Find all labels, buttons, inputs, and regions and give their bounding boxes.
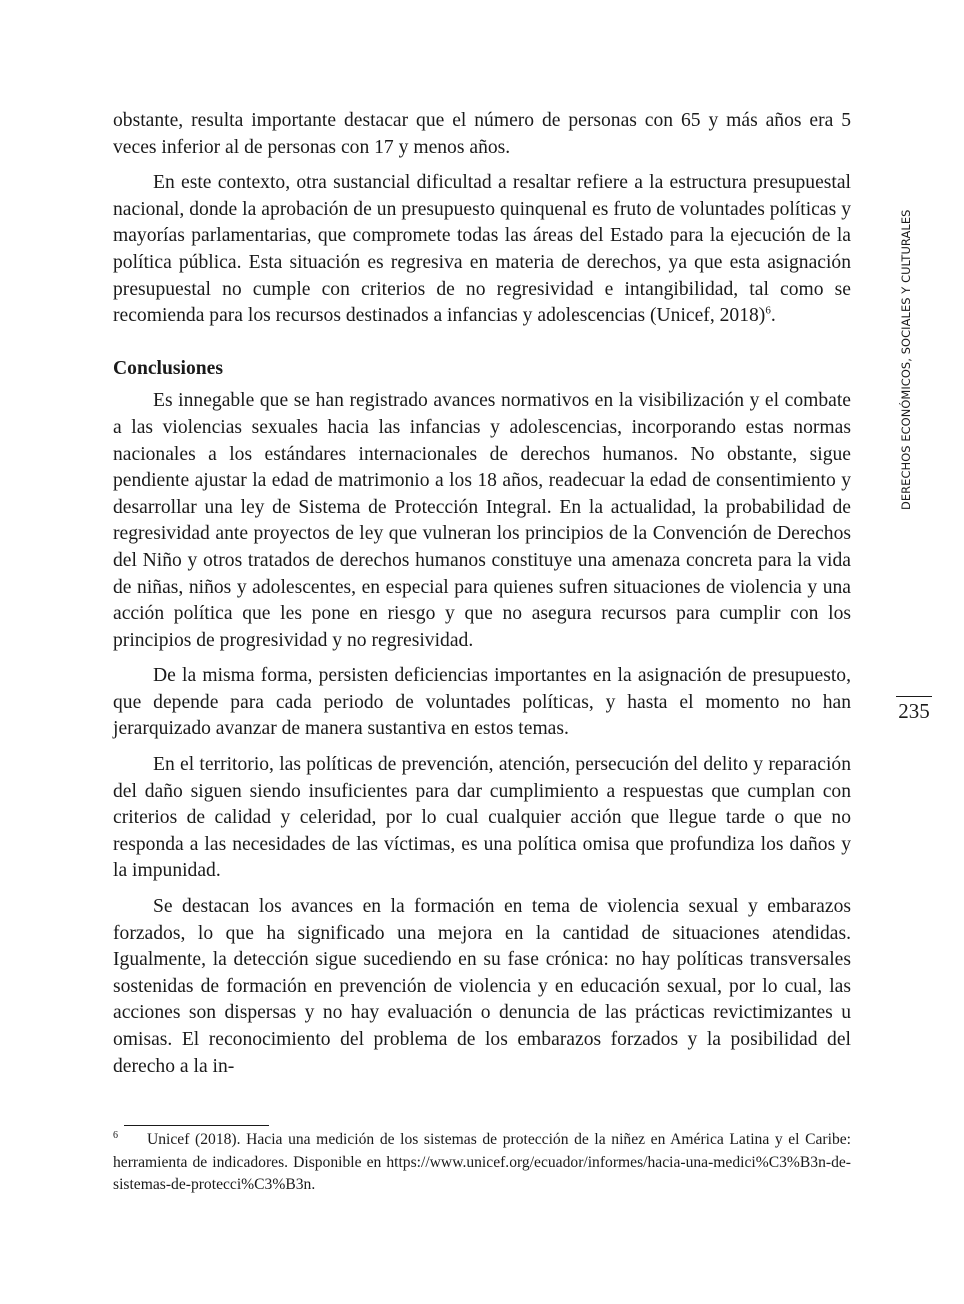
- paragraph: De la misma forma, persisten deficiencias importantes en la asignación de presupuesto, que depende para cada periodo de voluntades políticas, y hasta el momento no han jerarquizado avanzar de manera sustantiva en estos temas.: [113, 665, 851, 740]
- page-number-rule: [896, 696, 932, 697]
- paragraph-with-footnote: [113, 170, 851, 330]
- footnote-text: Unicef (2018). Hacia una medición de los sistemas de protección de la niñez en América Latina y el Caribe: herramienta de indicadores. Disponible en https://www.unicef.org/ecuador/informes/hacia-una-medici%C3%B3n-de-sistemas-de-protecci%C3%B3n.: [113, 1131, 851, 1193]
- paragraph: En el territorio, las políticas de prevención, atención, persecución del delito y reparación del daño siguen siendo insuficientes para dar cumplimiento a respuestas que cumplan con criterios de calidad y celeridad, por lo cual cualquier acción que llegue tarde o que no responda a las necesidades de las víctimas, es una política omisa que profundiza los daños y la impunidad.: [113, 754, 851, 882]
- page-number: 235: [898, 699, 930, 723]
- running-head: DERECHOS ECONÓMICOS, SOCIALES Y CULTURALES: [899, 209, 913, 510]
- paragraph-end: .: [770, 305, 776, 327]
- paragraph: obstante, resulta importante destacar que el número de personas con 65 y más años era 5 veces inferior al de personas con 17 y menos años.: [113, 110, 851, 158]
- footnote-reference[interactable]: 6: [765, 304, 771, 317]
- paragraph: Se destacan los avances en la formación en tema de violencia sexual y embarazos forzados, lo que ha significado una mejora en la cantidad de situaciones atendidas. Igualmente, la detección sigue sucediendo en su fase crónica: no hay políticas transversales sostenidas de formación en prevención de violencia y en educación sexual, por lo cual, las acciones son dispersas y no hay evaluación o denuncia de las prácticas revictimizantes u omisas. El reconocimiento del problema de los embarazos forzados y la posibilidad del derecho a la in-: [113, 896, 851, 1077]
- section-heading: Conclusiones: [113, 357, 223, 379]
- footnote: 6 Unicef (2018). Hacia una medición de los sistemas de protección de la niñez en América Latina y el Caribe: herramienta de indicadores. Disponible en https://www.unicef.org/ecuador/informes/hacia-una-medici%C3%B3n-de-sistemas-de-protecci%C3%B3n.: [113, 1129, 851, 1193]
- footnote-divider: [124, 1125, 269, 1126]
- paragraph-text: En este contexto, otra sustancial dificultad a resaltar refiere a la estructura presupuestal nacional, donde la aprobación de un presupuesto quinquenal es fruto de voluntades políticas y mayorías parlamentarias, que compromete todas las áreas del Estado para la ejecución de la política pública. Esta situación es regresiva en materia de derechos, ya que esta asignación presupuestal no cumple con criterios de no regresividad e intangibilidad, tal como se recomienda para los recursos destinados a infancias y adolescencias (Unicef, 2018): [113, 172, 851, 327]
- body-text: [113, 108, 851, 1089]
- paragraph: Es innegable que se han registrado avances normativos en la visibilización y el combate a las violencias sexuales hacia las infancias y adolescencias, incorporando estas normas nacionales a los estándares internacionales de derechos humanos. No obstante, sigue pendiente ajustar la edad de matrimonio a los 18 años, readecuar la edad de consentimiento y desarrollar una ley de Sistema de Protección Integral. En la actualidad, la probabilidad de regresividad ante proyectos de ley que vulneran los principios de la Convención de Derechos del Niño y otros tratados de derechos humanos constituye una amenaza concreta para la vida de niñas, niños y adolescentes, en especial para quienes sufren situaciones de violencia y una acción política que les pone en riesgo y que no asegura recursos para cumplir con los principios de progresividad y no regresividad.: [113, 390, 851, 651]
